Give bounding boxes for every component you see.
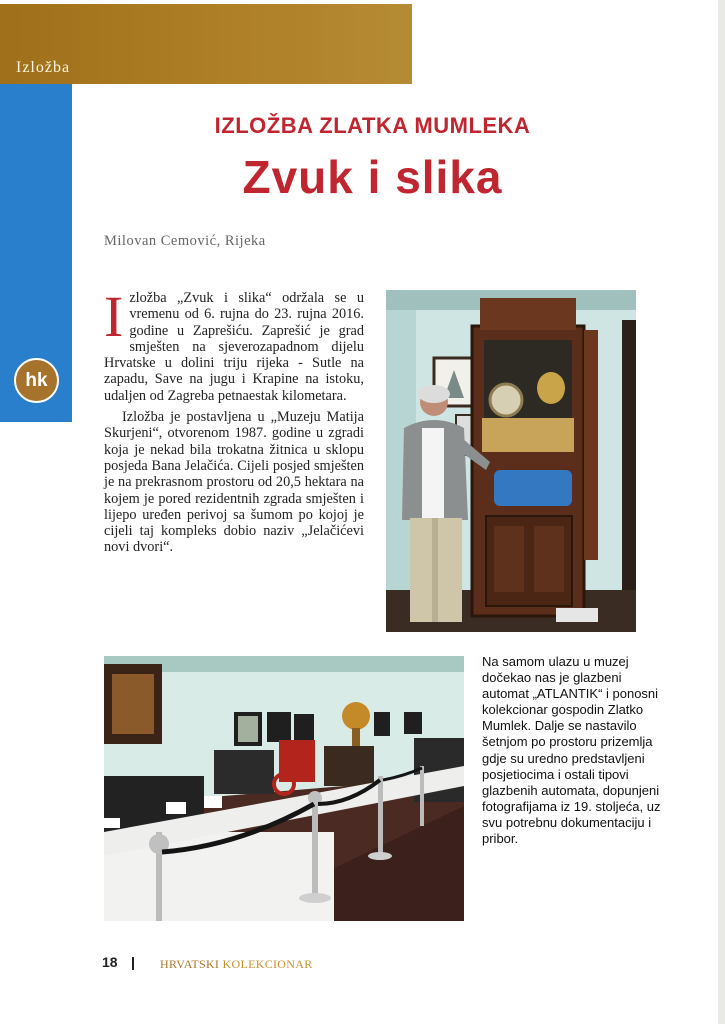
section-label: Izložba [16,59,71,76]
photo-museum-image [104,656,464,921]
section-header-bar [0,4,412,84]
magazine-name-second: KOLEKCIONAR [222,957,313,971]
scan-edge [718,0,725,1024]
magazine-name-first: HRVATSKI [160,957,220,971]
photo-caption: Na samom ulazu u muzej dočekao nas je glazbeni automat „ATLANTIK“ i ponosni kolekcionar gospodin Zlatko Mumlek. Dalje se nastavilo šetnjom po prostoru prizemlja gdje su uredno predstavljeni posjetiocima i ostali tipovi glazbenih automata, dopunjeni fotografijama iz 19. stoljeća, uz svu potrebnu dokumentaciju i pribor. [482,654,661,847]
body-paragraph-1 [104,284,364,404]
article-body [104,284,364,556]
body-paragraph-2: Izložba je postavljena u „Muzeju Matija Skurjeni“, otvorenom 1987. godine u zgradi koja je nekad bila trokatna žitnica u sklopu posjeda Bana Jelačića. Cijeli posjed smješten je na prekrasnom prostoru od 20,5 hektara na kojem je pored rezidentnih zgrada smješten i lijepo uređen perivoj sa šumom po kojoj je cijeli taj kompleks dobio naziv „Jelačićevi novi dvori“. [104,409,364,556]
article-author: Milovan Cemović, Rijeka [104,233,266,249]
paragraph-1-text: zložba „Zvuk i slika“ održala se u vremenu od 6. rujna do 23. rujna 2016. godine u Zaprešiću. Zaprešić je grad smješten na sjeverozapadnom dijelu Hrvatske u dolini triju rijeka - Sutle na zapadu, Save na jugu i Krapine na istoku, udaljen od Zagreba petnaestak kilometara. [104,290,364,404]
photo-museum-hall [104,656,464,921]
footer-separator [132,957,134,970]
photo-atlantik-image [386,290,636,632]
photo-atlantik-automaton [386,290,636,632]
article-headline: Zvuk i slika [242,151,503,203]
article-kicker: IZLOŽBA ZLATKA MUMLEKA [214,113,531,138]
drop-cap: I [104,284,124,349]
magazine-name [160,957,313,972]
hk-logo-badge: hk [14,358,59,403]
page-number: 18 [102,954,118,970]
